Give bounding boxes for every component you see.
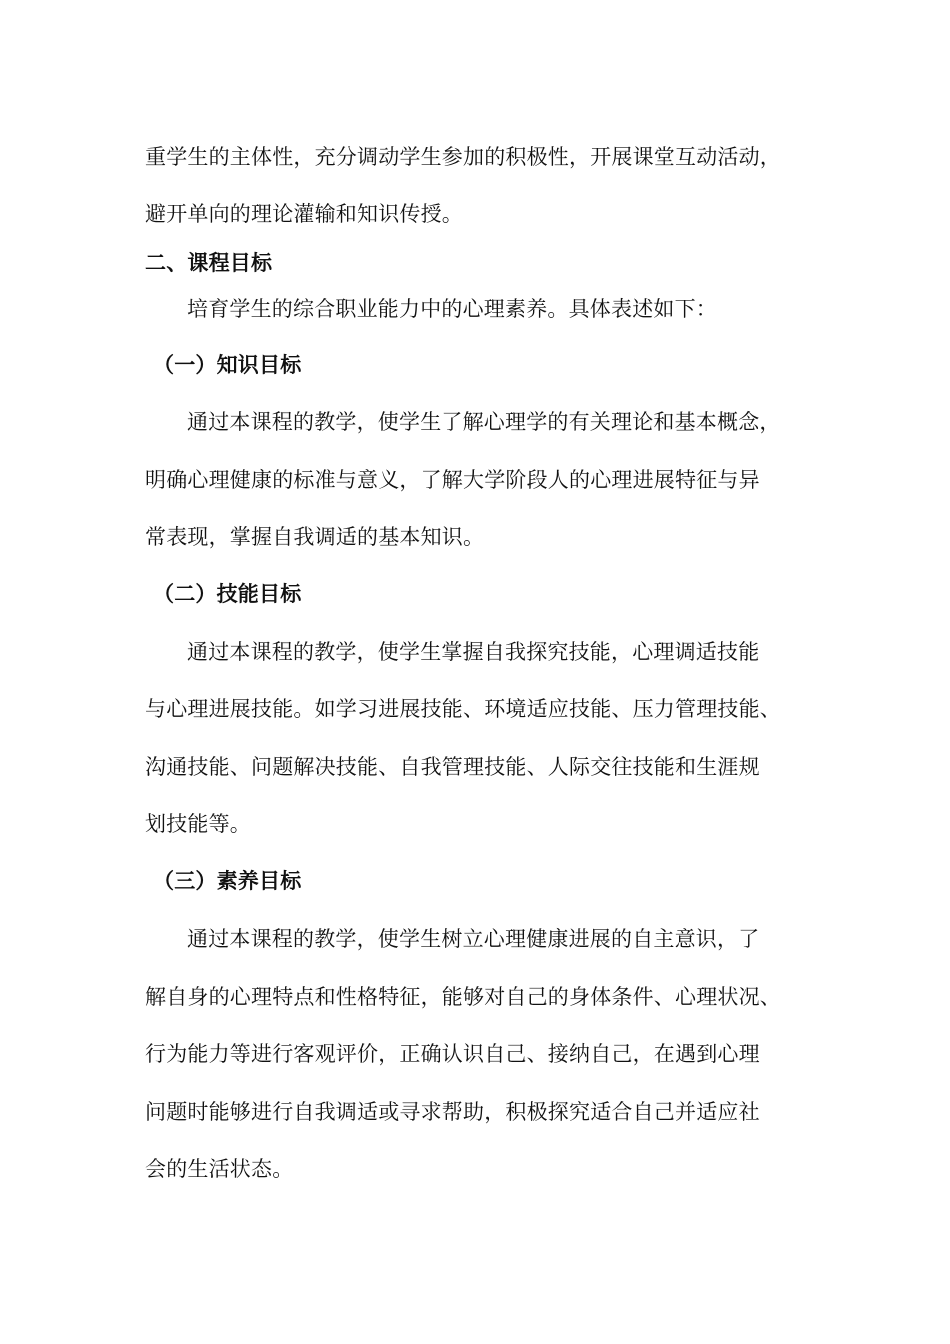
literacy-goal-line: 行为能力等进行客观评价，正确认识自己、接纳自己，在遇到心理 <box>145 1042 760 1066</box>
section-intro: 培育学生的综合职业能力中的心理素养。具体表述如下： <box>187 297 717 321</box>
literacy-goal-line: 解自身的心理特点和性格特征，能够对自己的身体条件、心理状况、 <box>145 985 781 1009</box>
skills-goal-line: 通过本课程的教学，使学生掌握自我探究技能，心理调适技能 <box>187 640 760 664</box>
knowledge-goal-line: 通过本课程的教学，使学生了解心理学的有关理论和基本概念， <box>187 410 781 434</box>
section-title: 二、课程目标 <box>145 251 273 275</box>
literacy-goal-line: 问题时能够进行自我调适或寻求帮助，积极探究适合自己并适应社 <box>145 1100 760 1124</box>
knowledge-goal-line: 常表现，掌握自我调适的基本知识。 <box>145 525 485 549</box>
intro-line: 重学生的主体性，充分调动学生参加的积极性，开展课堂互动活动， <box>145 145 781 169</box>
intro-line: 避开单向的理论灌输和知识传授。 <box>145 202 463 226</box>
literacy-goal-line: 通过本课程的教学，使学生树立心理健康进展的自主意识，了 <box>187 927 760 951</box>
literacy-goal-title: （三）素养目标 <box>153 869 302 893</box>
knowledge-goal-title: （一）知识目标 <box>153 353 302 377</box>
skills-goal-title: （二）技能目标 <box>153 582 302 606</box>
skills-goal-line: 与心理进展技能。如学习进展技能、环境适应技能、压力管理技能、 <box>145 697 781 721</box>
skills-goal-line: 划技能等。 <box>145 812 251 836</box>
knowledge-goal-line: 明确心理健康的标准与意义，了解大学阶段人的心理进展特征与异 <box>145 468 760 492</box>
skills-goal-line: 沟通技能、问题解决技能、自我管理技能、人际交往技能和生涯规 <box>145 755 760 779</box>
literacy-goal-line: 会的生活状态。 <box>145 1157 294 1181</box>
